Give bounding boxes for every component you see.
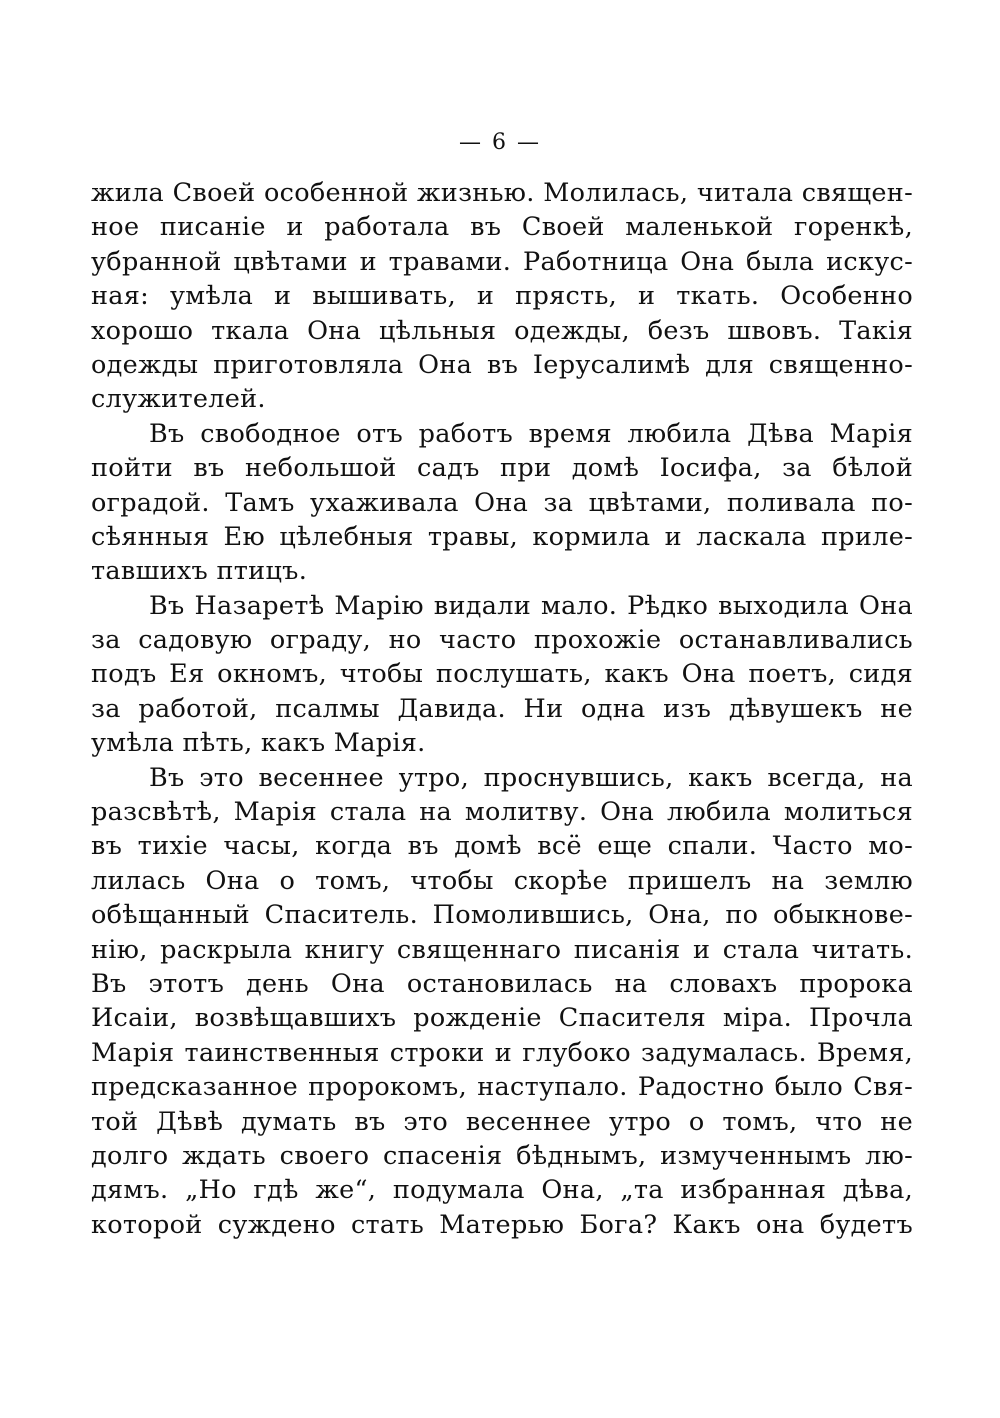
- text-line: лилась Она о томъ, чтобы скорѣе пришелъ на землю: [91, 865, 913, 896]
- text-line: разсвѣтѣ, Марія стала на молитву. Она любила молиться: [91, 797, 913, 828]
- text-line: за садовую ограду, но часто прохожіе останавливались: [91, 625, 913, 656]
- text-line: которой суждено стать Матерью Бога? Какъ она будетъ: [91, 1209, 913, 1240]
- page-number: — 6 —: [459, 130, 541, 155]
- text-line: дямъ. „Но гдѣ же“, подумала Она, „та избранная дѣва,: [91, 1175, 913, 1206]
- text-line: той Дѣвѣ думать въ это весеннее утро о томъ, что не: [91, 1106, 913, 1137]
- text-line: служителей.: [91, 384, 266, 415]
- text-line: обѣщанный Спаситель. Помолившись, Она, по обыкнове-: [91, 900, 913, 931]
- text-line: сѣянныя Ею цѣлебныя травы, кормила и ласкала приле-: [91, 521, 913, 552]
- text-line: ная: умѣла и вышивать, и прясть, и ткать. Особенно: [91, 281, 913, 312]
- text-line: долго ждать своего спасенія бѣднымъ, измученнымъ лю-: [91, 1140, 913, 1171]
- text-line: хорошо ткала Она цѣльныя одежды, безъ швовъ. Такія: [91, 315, 913, 346]
- text-line: въ тихіе часы, когда въ домѣ всё еще спали. Часто мо-: [91, 831, 913, 862]
- text-line: убранной цвѣтами и травами. Работница Она была искус-: [91, 246, 913, 277]
- text-line: подъ Ея окномъ, чтобы послушать, какъ Она поетъ, сидя: [91, 659, 913, 690]
- text-line: жила Своей особенной жизнью. Молилась, читала священ-: [91, 178, 913, 208]
- text-line: за работой, псалмы Давида. Ни одна изъ дѣвушекъ не: [91, 693, 913, 724]
- text-line: Марія таинственныя строки и глубоко задумалась. Время,: [91, 1037, 913, 1068]
- text-line: Въ это весеннее утро, проснувшись, какъ всегда, на: [149, 762, 913, 793]
- text-line: пойти въ небольшой садъ при домѣ Іосифа, за бѣлой: [91, 453, 913, 484]
- body-text: [91, 176, 913, 1242]
- text-line: Исаіи, возвѣщавшихъ рожденіе Спасителя міра. Прочла: [91, 1003, 913, 1034]
- text-line: ное писаніе и работала въ Своей маленькой горенкѣ,: [91, 212, 913, 243]
- text-line: Въ Назаретѣ Марію видали мало. Рѣдко выходила Она: [149, 590, 913, 621]
- text-line: оградой. Тамъ ухаживала Она за цвѣтами, поливала по-: [91, 487, 913, 518]
- text-line: одежды приготовляла Она въ Іерусалимѣ для священно-: [91, 349, 913, 380]
- text-line: умѣла пѣть, какъ Марія.: [91, 728, 426, 759]
- text-line: Въ свободное отъ работъ время любила Дѣва Марія: [149, 418, 913, 449]
- text-line: нію, раскрыла книгу священнаго писанія и стала читать.: [91, 934, 913, 965]
- text-line: предсказанное пророкомъ, наступало. Радостно было Свя-: [91, 1072, 913, 1103]
- text-line: тавшихъ птицъ.: [91, 556, 308, 587]
- text-line: Въ этотъ день Она остановилась на словахъ пророка: [91, 968, 913, 999]
